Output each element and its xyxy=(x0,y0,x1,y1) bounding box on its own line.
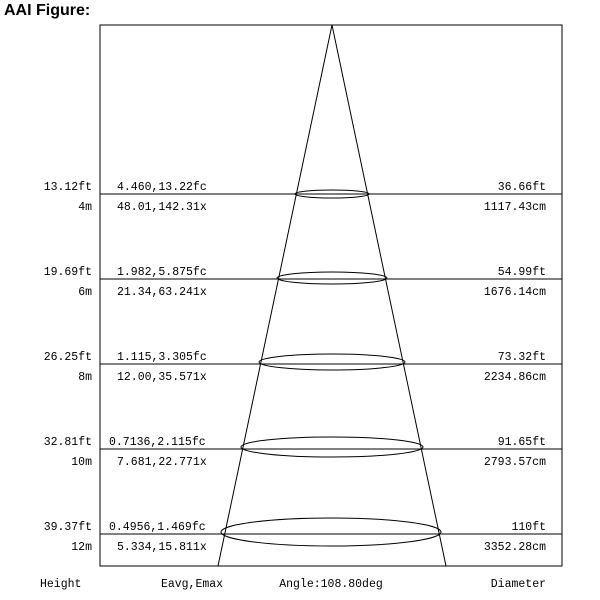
height-ft-label: 39.37ft xyxy=(43,521,92,534)
illuminance-lx-label: 21.34,63.241x xyxy=(117,286,207,299)
diameter-ft-label: 36.66ft xyxy=(497,181,546,194)
height-ft-label: 32.81ft xyxy=(43,436,92,449)
illuminance-lx-label: 12.00,35.571x xyxy=(117,371,207,384)
illuminance-fc-label: 0.7136,2.115fc xyxy=(109,436,206,449)
figure-title: AAI Figure: xyxy=(4,2,91,19)
illuminance-lx-label: 7.681,22.771x xyxy=(117,456,207,469)
height-m-label: 4m xyxy=(78,201,92,214)
diameter-cm-label: 2793.57cm xyxy=(483,456,546,469)
diameter-cm-label: 2234.86cm xyxy=(483,371,546,384)
diameter-cm-label: 3352.28cm xyxy=(483,541,546,554)
height-m-label: 6m xyxy=(78,286,92,299)
diameter-ft-label: 54.99ft xyxy=(497,266,546,279)
beam-edge-left xyxy=(218,25,332,566)
height-ft-label: 19.69ft xyxy=(43,266,92,279)
beam-ellipse-10m xyxy=(241,437,423,457)
diameter-cm-label: 1117.43cm xyxy=(483,201,546,214)
height-m-label: 12m xyxy=(71,541,92,554)
beam-edge-right xyxy=(332,25,446,566)
beam-angle-label: Angle:108.80deg xyxy=(279,578,383,591)
footer-height-label: Height xyxy=(40,578,82,591)
height-ft-label: 13.12ft xyxy=(43,181,92,194)
illuminance-lx-label: 48.01,142.31x xyxy=(117,201,207,214)
footer-eavg-label: Eavg,Emax xyxy=(160,578,224,591)
height-ft-label: 26.25ft xyxy=(43,351,92,364)
height-m-label: 8m xyxy=(78,371,92,384)
illuminance-fc-label: 1.982,5.875fc xyxy=(117,266,207,279)
footer-diameter-label: Diameter xyxy=(490,578,546,591)
beam-ellipse-8m xyxy=(259,354,405,370)
diameter-ft-label: 73.32ft xyxy=(497,351,546,364)
illuminance-lx-label: 5.334,15.811x xyxy=(117,541,207,554)
illuminance-fc-label: 4.460,13.22fc xyxy=(117,181,207,194)
diameter-cm-label: 1676.14cm xyxy=(483,286,546,299)
illuminance-fc-label: 1.115,3.305fc xyxy=(117,351,207,364)
beam-ellipse-12m xyxy=(221,518,441,546)
diameter-ft-label: 91.65ft xyxy=(497,436,546,449)
height-m-label: 10m xyxy=(71,456,92,469)
diameter-ft-label: 110ft xyxy=(511,521,546,534)
illuminance-fc-label: 0.4956,1.469fc xyxy=(109,521,206,534)
beam-ellipse-6m xyxy=(277,272,387,284)
